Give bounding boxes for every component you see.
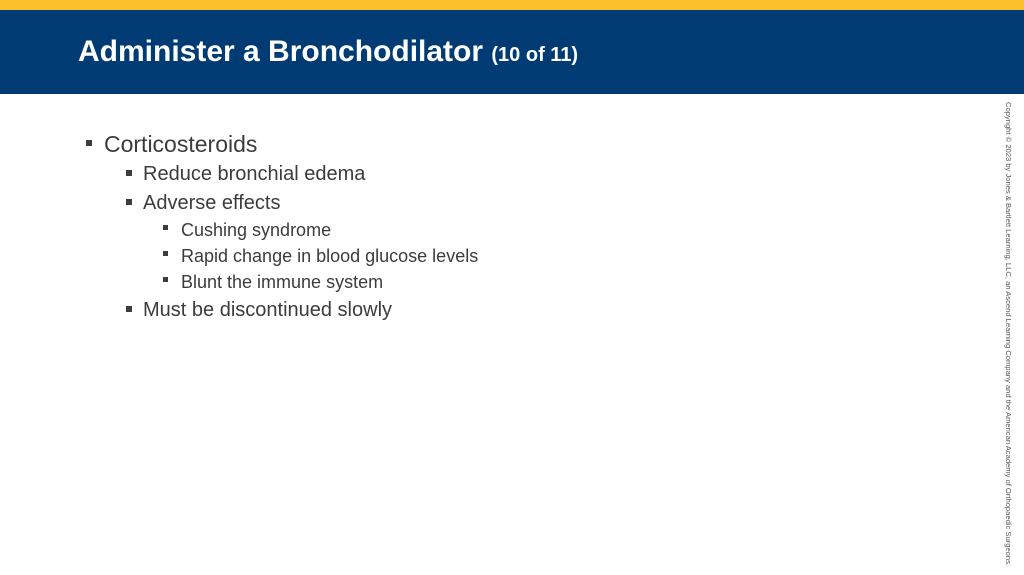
bullet-text: Corticosteroids: [104, 131, 258, 157]
bullet-item: [181, 245, 478, 267]
bullet-item: [104, 130, 257, 158]
bullet-marker: [126, 306, 132, 312]
bullet-text: Blunt the immune system: [181, 272, 384, 292]
slide-counter: (10 of 11): [491, 44, 579, 66]
bullet-item: [143, 298, 392, 322]
bullet-item: [181, 219, 331, 241]
bullet-marker: [163, 225, 168, 230]
bullet-text: Cushing syndrome: [181, 220, 332, 240]
bullet-item: [143, 191, 280, 215]
bullet-marker: [86, 140, 92, 146]
bullet-marker: [126, 199, 132, 205]
bullet-marker: [163, 277, 168, 282]
bullet-item: [181, 271, 383, 293]
bullet-marker: [163, 251, 168, 256]
bullet-text: Adverse effects: [143, 192, 281, 214]
slide-title-text: Administer a Bronchodilator: [78, 35, 484, 68]
bullet-marker: [126, 170, 132, 176]
bullet-item: [143, 162, 365, 186]
bullet-text: Must be discontinued slowly: [143, 299, 393, 321]
bullet-text: Reduce bronchial edema: [143, 163, 366, 185]
bullet-text: Rapid change in blood glucose levels: [181, 246, 479, 266]
copyright-notice: Copyright © 2023 by Jones & Bartlett Learning, LLC, an Ascend Learning Company and the American Academy of Orthopaedic Surgeons.: [1004, 102, 1013, 567]
